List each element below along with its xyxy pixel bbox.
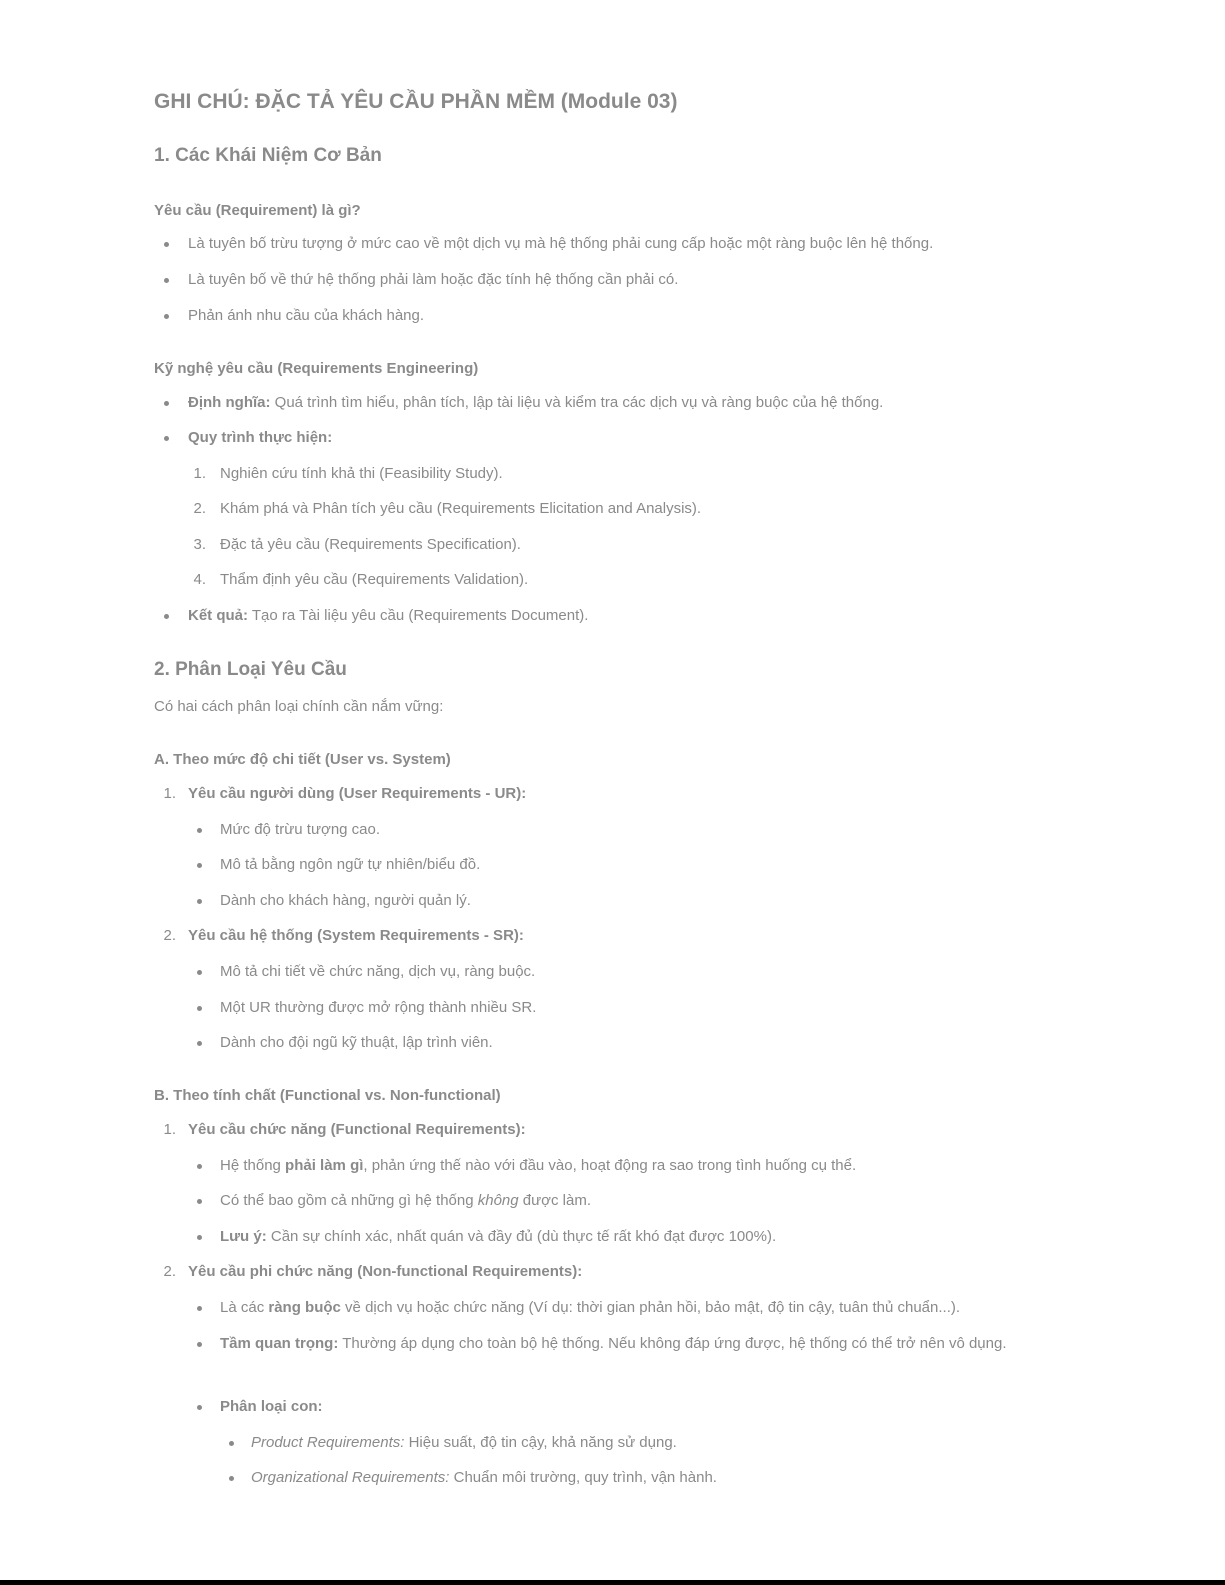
bullet-dot (197, 970, 202, 975)
engineering-heading: Kỹ nghệ yêu cầu (Requirements Engineering) (154, 360, 479, 377)
bullet-dot (197, 1342, 202, 1347)
text-run: về dịch vụ hoặc chức năng (Ví dụ: thời gian phản hồi, bảo mật, độ tin cậy, tuân thủ chuẩn...). (340, 1299, 961, 1316)
section2-heading: 2. Phân Loại Yêu Cầu (154, 659, 347, 680)
ur-item-2: Mô tả bằng ngôn ngữ tự nhiên/biểu đồ. (220, 856, 481, 873)
process-label: Quy trình thực hiện: (188, 429, 333, 446)
system-requirements-label: Yêu cầu hệ thống (System Requirements - SR): (188, 927, 524, 944)
process-step-4: Thẩm định yêu cầu (Requirements Validation). (220, 571, 529, 588)
process-step-1: Nghiên cứu tính khả thi (Feasibility Study). (220, 465, 503, 482)
category-name: Organizational Requirements: (251, 1469, 450, 1486)
requirement-heading: Yêu cầu (Requirement) là gì? (154, 202, 361, 219)
note-label: Lưu ý: (220, 1228, 267, 1245)
nonfunctional-item-2 (220, 1330, 1090, 1357)
step-number: 1. (193, 465, 206, 482)
text-run: Là các (220, 1299, 269, 1316)
ur-item-3: Dành cho khách hàng, người quản lý. (220, 892, 471, 909)
list-number: 1. (163, 785, 176, 802)
engineering-definition (188, 392, 883, 414)
bullet-dot (197, 1199, 202, 1204)
bullet-dot (229, 1441, 234, 1446)
bullet-dot (164, 278, 169, 283)
bullet-dot (197, 1405, 202, 1410)
requirement-item-3: Phản ánh nhu cầu của khách hàng. (188, 307, 425, 324)
nonfunctional-item-1 (220, 1297, 960, 1319)
category-name: Product Requirements: (251, 1434, 405, 1451)
bullet-dot (197, 1041, 202, 1046)
bullet-dot (197, 1235, 202, 1240)
process-step-3: Đặc tả yêu cầu (Requirements Specification). (220, 536, 521, 553)
definition-text: Quá trình tìm hiểu, phân tích, lập tài liệu và kiểm tra các dịch vụ và ràng buộc của hệ thống. (270, 394, 884, 411)
bullet-dot (197, 899, 202, 904)
list-number: 2. (163, 1263, 176, 1280)
bullet-dot (197, 1306, 202, 1311)
organizational-requirements (251, 1467, 717, 1489)
bullet-dot (164, 614, 169, 619)
step-number: 2. (193, 500, 206, 517)
bullet-dot (197, 828, 202, 833)
emphasis-text: ràng buộc (268, 1299, 341, 1316)
partA-heading: A. Theo mức độ chi tiết (User vs. System) (154, 751, 451, 768)
bullet-dot (197, 1006, 202, 1011)
text-run: Cần sự chính xác, nhất quán và đầy đủ (dù thực tế rất khó đạt được 100%). (266, 1228, 777, 1245)
requirement-item-1: Là tuyên bố trừu tượng ở mức cao về một dịch vụ mà hệ thống phải cung cấp hoặc một ràng buộc lên hệ thống. (188, 235, 934, 252)
requirement-item-2: Là tuyên bố về thứ hệ thống phải làm hoặc đặc tính hệ thống cần phải có. (188, 271, 679, 288)
emphasis-text: không (477, 1192, 519, 1209)
text-run: Chuẩn môi trường, quy trình, vận hành. (449, 1469, 717, 1486)
user-requirements-label: Yêu cầu người dùng (User Requirements - UR): (188, 785, 527, 802)
text-run: Hệ thống (220, 1157, 286, 1174)
emphasis-text: phải làm gì (285, 1157, 364, 1174)
sr-item-2: Một UR thường được mở rộng thành nhiều SR. (220, 999, 537, 1016)
document-title: GHI CHÚ: ĐẶC TẢ YÊU CẦU PHẦN MỀM (Module 03) (154, 90, 678, 113)
text-run: Thường áp dụng cho toàn bộ hệ thống. Nếu không đáp ứng được, hệ thống có thể trở nên vô dụng. (338, 1335, 1007, 1352)
process-step-2: Khám phá và Phân tích yêu cầu (Requirements Elicitation and Analysis). (220, 500, 702, 517)
functional-item-2 (220, 1190, 591, 1212)
text-run: được làm. (518, 1192, 592, 1209)
list-number: 1. (163, 1121, 176, 1138)
subcategory-label: Phân loại con: (220, 1398, 323, 1415)
engineering-result (188, 605, 588, 627)
page-bottom-edge (0, 1580, 1225, 1585)
importance-label: Tầm quan trọng: (220, 1335, 339, 1352)
bullet-dot (164, 436, 169, 441)
bullet-dot (229, 1476, 234, 1481)
list-number: 2. (163, 927, 176, 944)
section1-heading: 1. Các Khái Niệm Cơ Bản (154, 145, 382, 166)
section2-intro: Có hai cách phân loại chính cần nắm vững: (154, 698, 444, 715)
text-run: Có thể bao gồm cả những gì hệ thống (220, 1192, 478, 1209)
partB-heading: B. Theo tính chất (Functional vs. Non-functional) (154, 1087, 501, 1104)
nonfunctional-label: Yêu cầu phi chức năng (Non-functional Requirements): (188, 1263, 583, 1280)
result-label: Kết quả: (188, 607, 248, 624)
bullet-dot (164, 314, 169, 319)
result-text: Tạo ra Tài liệu yêu cầu (Requirements Document). (248, 607, 589, 624)
text-run: , phản ứng thế nào với đầu vào, hoạt động ra sao trong tình huống cụ thể. (363, 1157, 857, 1174)
definition-label: Định nghĩa: (188, 394, 271, 411)
text-run: Hiệu suất, độ tin cậy, khả năng sử dụng. (404, 1434, 677, 1451)
step-number: 4. (193, 571, 206, 588)
ur-item-1: Mức độ trừu tượng cao. (220, 821, 381, 838)
bullet-dot (164, 401, 169, 406)
functional-item-3 (220, 1226, 776, 1248)
bullet-dot (197, 863, 202, 868)
functional-item-1 (220, 1155, 856, 1177)
product-requirements (251, 1432, 677, 1454)
bullet-dot (197, 1164, 202, 1169)
functional-label: Yêu cầu chức năng (Functional Requirements): (188, 1121, 526, 1138)
sr-item-3: Dành cho đội ngũ kỹ thuật, lập trình viên. (220, 1034, 493, 1051)
sr-item-1: Mô tả chi tiết về chức năng, dịch vụ, ràng buộc. (220, 963, 536, 980)
step-number: 3. (193, 536, 206, 553)
bullet-dot (164, 242, 169, 247)
